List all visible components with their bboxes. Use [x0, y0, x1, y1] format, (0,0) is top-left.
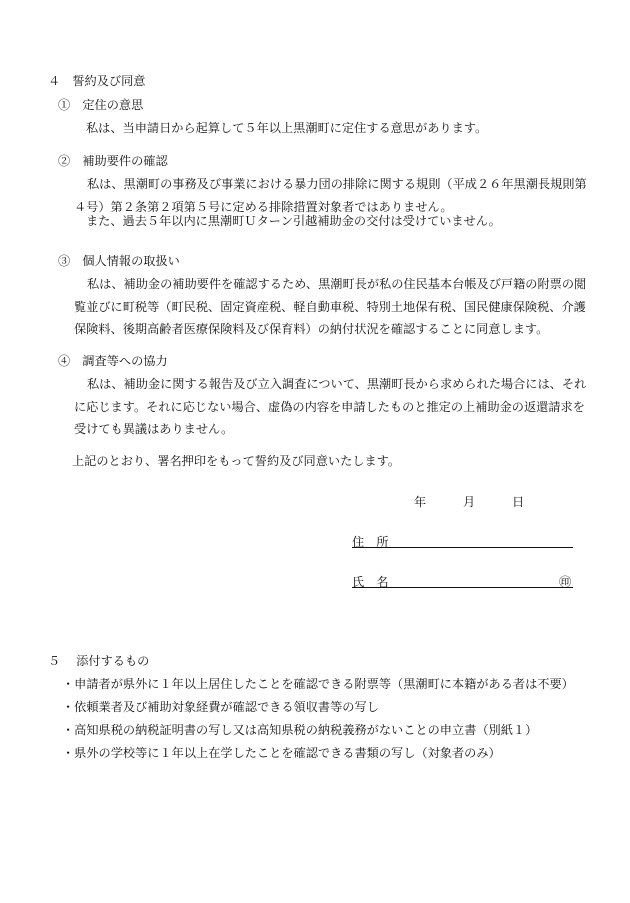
- date-month: 月: [463, 495, 476, 509]
- attachment-item: ・申請者が県外に１年以上居住したことを確認できる附票等（黒潮町に本籍がある者は不要）: [62, 677, 574, 691]
- address-label: 住 所: [352, 535, 389, 549]
- item1-title: ① 定住の意思: [58, 98, 144, 112]
- item2-title: ② 補助要件の確認: [58, 154, 168, 168]
- name-line[interactable]: [352, 586, 573, 588]
- closing-statement: 上記のとおり、署名押印をもって誓約及び同意いたします。: [72, 454, 401, 468]
- item3-title: ③ 個人情報の取扱い: [58, 254, 180, 268]
- item3-body: 私は、補助金の補助要件を確認するため、黒潮町長が私の住民基本台帳及び戸籍の附票の閲覧並びに町税等（町民税、固定資産税、軽自動車税、特別土地保有税、国民健康保険税、介護保険料、後期高齢者医療保険料及び保育料）の納付状況を確認することに同意します。: [74, 277, 587, 336]
- seal-mark: ㊞: [559, 575, 572, 589]
- item2-body2: また、過去５年以内に黒潮町Ｕターン引越補助金の交付は受けていません。: [86, 214, 501, 228]
- item4-title: ④ 調査等への協力: [58, 354, 168, 368]
- name-label: 氏 名: [352, 575, 389, 589]
- attachment-item: ・高知県税の納税証明書の写し又は高知県税の納税義務がないことの申立書（別紙１）: [62, 723, 538, 737]
- item1-body: 私は、当申請日から起算して５年以上黒潮町に定住する意思があります。: [86, 121, 488, 135]
- date-year: 年: [414, 495, 427, 509]
- section4-heading: ４ 誓約及び同意: [48, 74, 146, 88]
- section5-heading: ５ 添付するもの: [48, 654, 150, 668]
- attachment-item: ・依頼業者及び補助対象経費が確認できる領収書等の写し: [62, 700, 379, 714]
- attachment-item: ・県外の学校等に１年以上在学したことを確認できる書類の写し（対象者のみ）: [62, 746, 501, 760]
- date-day: 日: [512, 495, 525, 509]
- item2-body1: 私は、黒潮町の事務及び事業における暴力団の排除に関する規則（平成２６年黒潮長規則第４号）第２条第２項第５号に定める排除措置対象者ではありません。: [74, 177, 587, 214]
- item4-body: 私は、補助金に関する報告及び立入調査について、黒潮町長から求められた場合には、それに応じます。それに応じない場合、虚偽の内容を申請したものと推定の上補助金の返還請求を受けても異議はありません。: [74, 377, 587, 436]
- address-line[interactable]: [352, 546, 573, 548]
